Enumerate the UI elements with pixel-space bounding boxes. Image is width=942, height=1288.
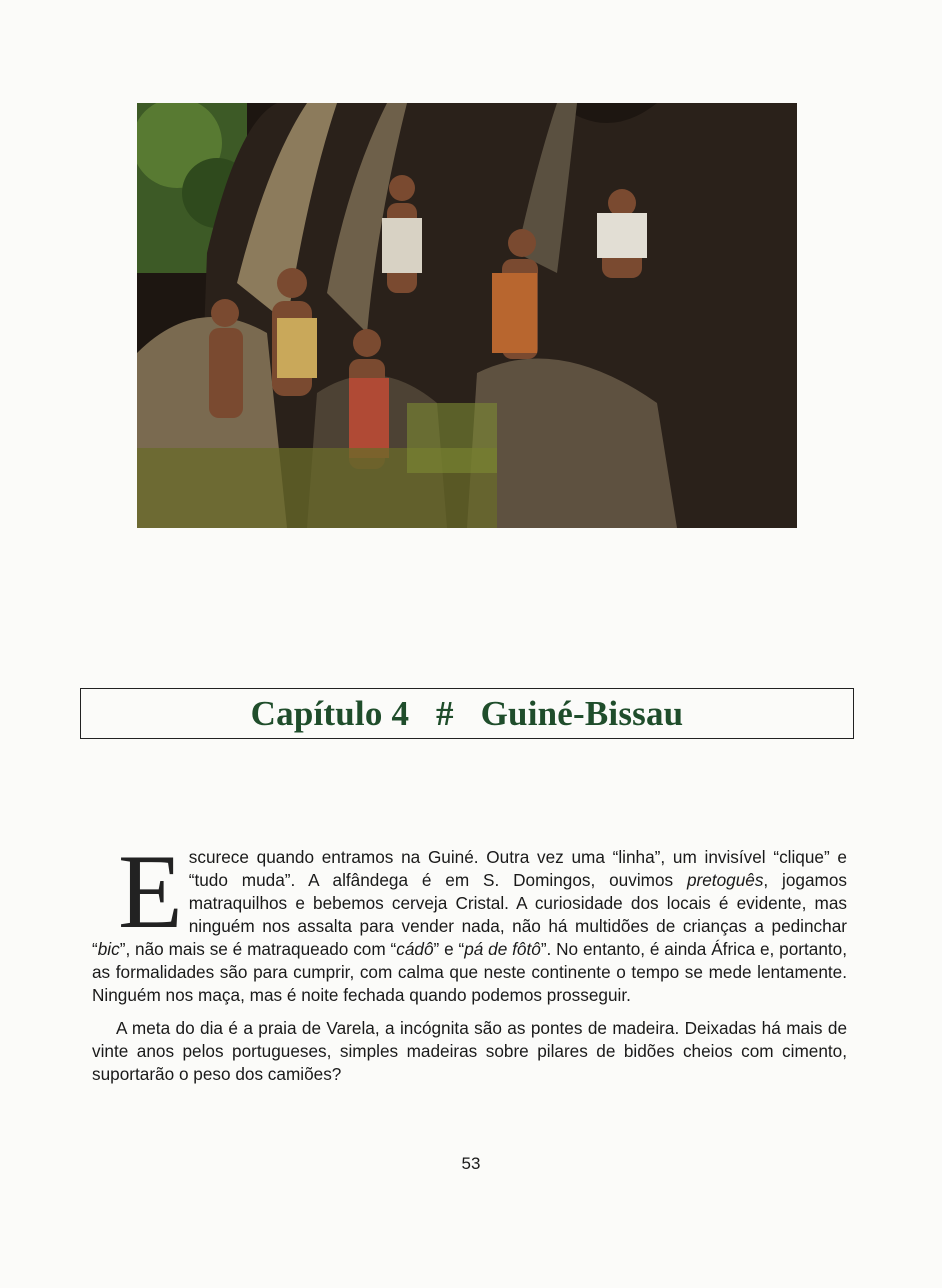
- drop-cap: E: [118, 833, 183, 950]
- para1-seg-1: pretoguês: [686, 870, 764, 890]
- para1-seg-8: ”. No entanto, é ainda África e, portanto, as formalidades são para cumprir, com calma que neste continente o tempo se mede lentamente. Ninguém nos maça, mas é noite fechada quando podemos prosseguir.: [92, 939, 847, 1005]
- page-number: 53: [461, 1154, 481, 1173]
- chapter-heading-box: [80, 688, 854, 739]
- chapter-photo: [137, 103, 797, 528]
- paragraph-2: A meta do dia é a praia de Varela, a incógnita são as pontes de madeira. Deixadas há mais de vinte anos pelos portugueses, simples madeiras sobre pilares de bidões cheios com cimento, suportarão o peso dos camiões?: [92, 1018, 847, 1084]
- chapter-title: Capítulo 4 # Guiné-Bissau: [250, 693, 684, 733]
- para1-seg-7: pá de fôtô: [464, 939, 541, 959]
- para1-seg-6: ” e “: [433, 939, 465, 959]
- para1-seg-2: , jogamos matraquilhos e bebemos cerveja Cristal. A curiosidade dos locais é evidente, mas ninguém nos assalta para vender nada, não há multidões de crianças a pedinchar “: [92, 870, 848, 959]
- para1-seg-4: ”, não mais se é matraqueado com “: [119, 939, 397, 959]
- photo-children-on-tree-roots-icon: [137, 103, 797, 528]
- para1-seg-3: bic: [97, 939, 120, 959]
- paragraph-1: [92, 833, 848, 1007]
- para1-seg-5: cádô: [396, 939, 434, 959]
- chapter-body: [92, 833, 848, 1086]
- para1-seg-0: scurece quando entramos na Guiné. Outra vez uma “linha”, um invisível “clique” e “tudo muda”. A alfândega é em S. Domingos, ouvimos: [188, 847, 847, 890]
